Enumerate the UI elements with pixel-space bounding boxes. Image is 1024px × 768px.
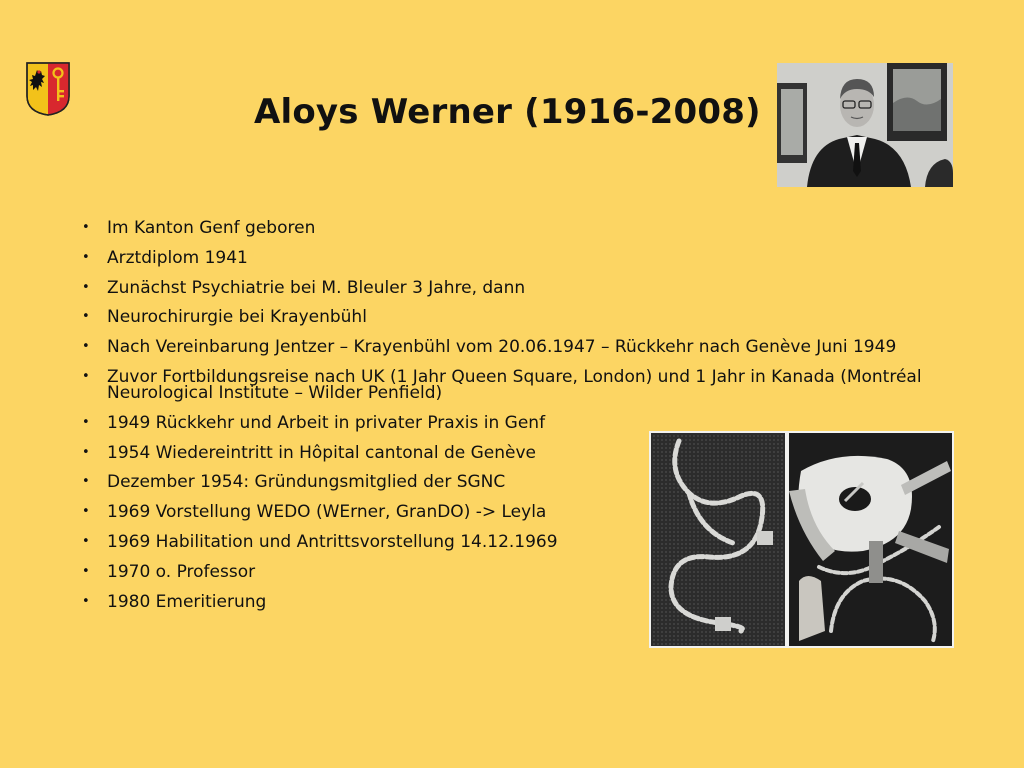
bullet-glyph: • xyxy=(82,563,90,579)
bullet-item xyxy=(78,307,948,328)
bullet-item xyxy=(78,337,948,358)
bullet-item xyxy=(78,412,948,433)
bullet-glyph: • xyxy=(82,220,90,235)
bullet-text: Zunächst Psychiatrie bei M. Bleuler 3 Jahre, dann xyxy=(107,277,526,298)
bullet-glyph: • xyxy=(82,444,90,460)
bullet-text: Im Kanton Genf geboren xyxy=(107,218,316,238)
bullet-item xyxy=(78,220,948,236)
bullet-text: 1970 o. Professor xyxy=(107,561,256,582)
bullet-text: 1969 Vorstellung WEDO (WErner, GranDO) -> Leyla xyxy=(107,502,547,523)
bullet-item xyxy=(78,247,948,268)
bullet-glyph: • xyxy=(82,339,90,355)
bullet-text: 1954 Wiedereintritt in Hôpital cantonal de Genève xyxy=(107,442,536,463)
bullet-item xyxy=(78,366,948,403)
bullet-glyph: • xyxy=(82,279,90,295)
bullet-glyph: • xyxy=(82,474,90,490)
bullet-glyph: • xyxy=(82,249,90,265)
bullet-text: Neurochirurgie bei Krayenbühl xyxy=(107,307,367,328)
bullet-glyph: • xyxy=(82,368,90,384)
bullet-glyph: • xyxy=(82,593,90,609)
bullet-glyph: • xyxy=(82,414,90,430)
bullet-glyph: • xyxy=(82,309,90,325)
slide-title: Aloys Werner (1916-2008) xyxy=(254,92,761,132)
bullet-glyph: • xyxy=(82,504,90,520)
head-frame-device-photo xyxy=(649,431,954,648)
bullet-text: Arztdiplom 1941 xyxy=(107,247,248,268)
bullet-text: Zuvor Fortbildungsreise nach UK (1 Jahr Queen Square, London) und 1 Jahr in Kanada (Montréal Neurological Institute – Wilder Penfield) xyxy=(107,366,922,403)
bullet-text: 1969 Habilitation und Antrittsvorstellung 14.12.1969 xyxy=(107,531,558,552)
bullet-item xyxy=(78,277,948,298)
bullet-text: Nach Vereinbarung Jentzer – Krayenbühl vom 20.06.1947 – Rückkehr nach Genève Juni 1949 xyxy=(107,337,897,358)
bullet-glyph: • xyxy=(82,533,90,549)
bullet-text: 1949 Rückkehr und Arbeit in privater Praxis in Genf xyxy=(107,412,546,433)
geneva-coat-of-arms-icon xyxy=(26,62,70,116)
portrait-photo xyxy=(777,63,953,187)
bullet-text: Dezember 1954: Gründungsmitglied der SGNC xyxy=(107,472,506,493)
bullet-text: 1980 Emeritierung xyxy=(107,591,267,612)
